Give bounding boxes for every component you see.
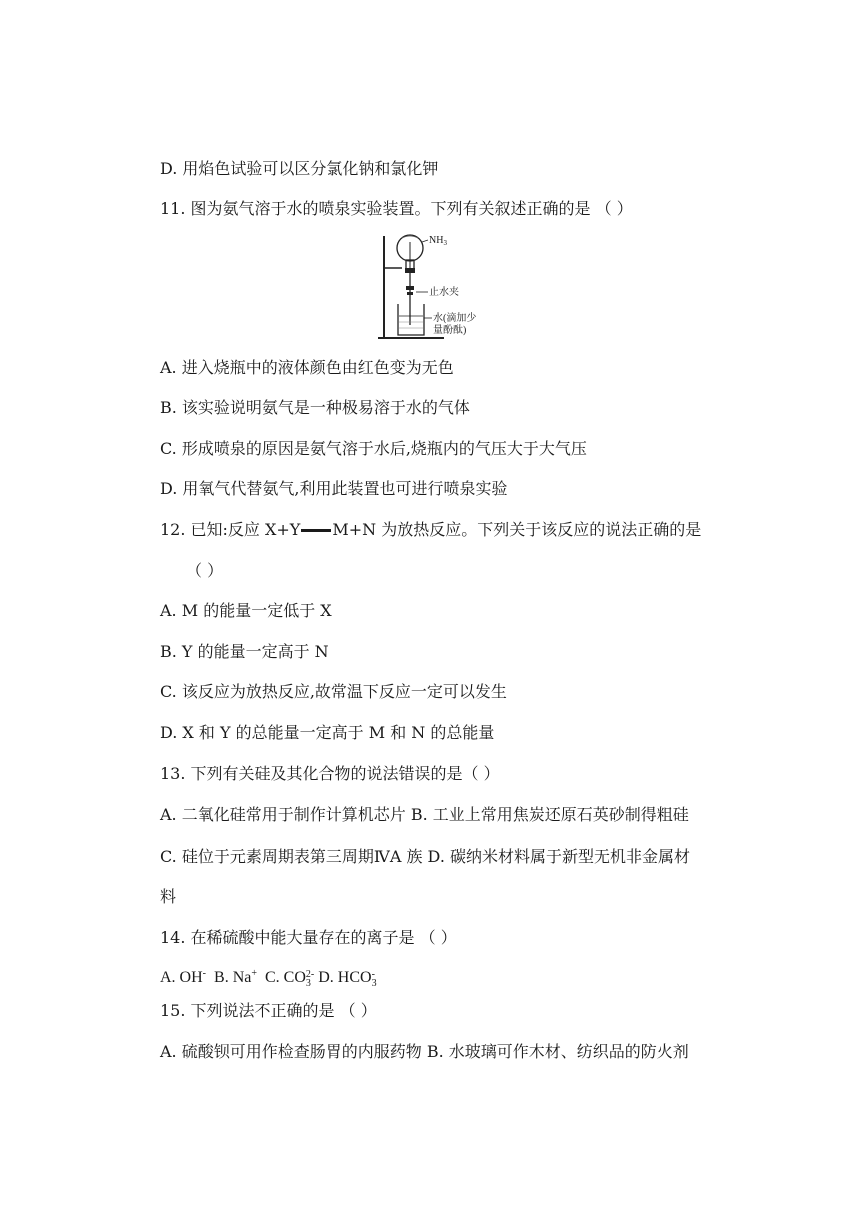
question-11: 11. 图为氨气溶于水的喷泉实验装置。下列有关叙述正确的是 （ ） [160, 199, 633, 218]
q13-options-cd-continued: 料 [160, 887, 177, 906]
q14-option-a: A. OH- [160, 968, 207, 986]
q14-option-d: D. HCO - 3 [318, 969, 377, 989]
fountain-apparatus-figure [372, 230, 482, 345]
q11-option-c: C. 形成喷泉的原因是氨气溶于水后,烧瓶内的气压大于大气压 [160, 439, 587, 458]
fountain-apparatus-diagram [372, 230, 482, 345]
q12-option-d: D. X 和 Y 的总能量一定高于 M 和 N 的总能量 [160, 723, 495, 742]
question-13: 13. 下列有关硅及其化合物的说法错误的是（ ） [160, 764, 500, 783]
q12-option-a: A. M 的能量一定低于 X [160, 601, 332, 620]
gas-label: $NH_3$ [429, 235, 447, 247]
q11-option-a: A. 进入烧瓶中的液体颜色由红色变为无色 [160, 358, 454, 377]
q12-option-c: C. 该反应为放热反应,故常温下反应一定可以发生 [160, 682, 507, 701]
q11-option-b: B. 该实验说明氨气是一种极易溶于水的气体 [160, 398, 470, 417]
q12-option-b: B. Y 的能量一定高于 N [160, 642, 329, 661]
equation-sign [301, 529, 331, 532]
q10-option-d: D. 用焰色试验可以区分氯化钠和氯化钾 [160, 159, 439, 178]
q12-text-before: 12. 已知:反应 X+Y [160, 520, 301, 539]
water-label-1: 水(滴加少 [433, 313, 477, 324]
q12-text-after: M+N 为放热反应。下列关于该反应的说法正确的是 [332, 520, 702, 539]
question-14: 14. 在稀硫酸中能大量存在的离子是 （ ） [160, 928, 457, 947]
q14-option-b: B. Na+ [214, 968, 257, 986]
q15-options-ab: A. 硫酸钡可用作检查肠胃的内服药物 B. 水玻璃可作木材、纺织品的防火剂 [160, 1042, 689, 1061]
water-label-2: 量酚酞) [433, 325, 467, 336]
q11-option-d: D. 用氧气代替氨气,利用此装置也可进行喷泉实验 [160, 479, 508, 498]
q13-options-cd: C. 硅位于元素周期表第三周期ⅣA 族 D. 碳纳米材料属于新型无机非金属材 [160, 847, 690, 866]
q12-answer-paren: （ ） [186, 561, 224, 580]
q14-options [160, 963, 377, 989]
clamp-label: 止水夹 [429, 287, 459, 298]
question-15: 15. 下列说法不正确的是 （ ） [160, 1001, 377, 1020]
q13-options-ab: A. 二氧化硅常用于制作计算机芯片 B. 工业上常用焦炭还原石英砂制得粗硅 [160, 805, 689, 824]
question-12 [160, 519, 701, 541]
q14-option-c: C. CO 2- 3 [264, 969, 315, 989]
